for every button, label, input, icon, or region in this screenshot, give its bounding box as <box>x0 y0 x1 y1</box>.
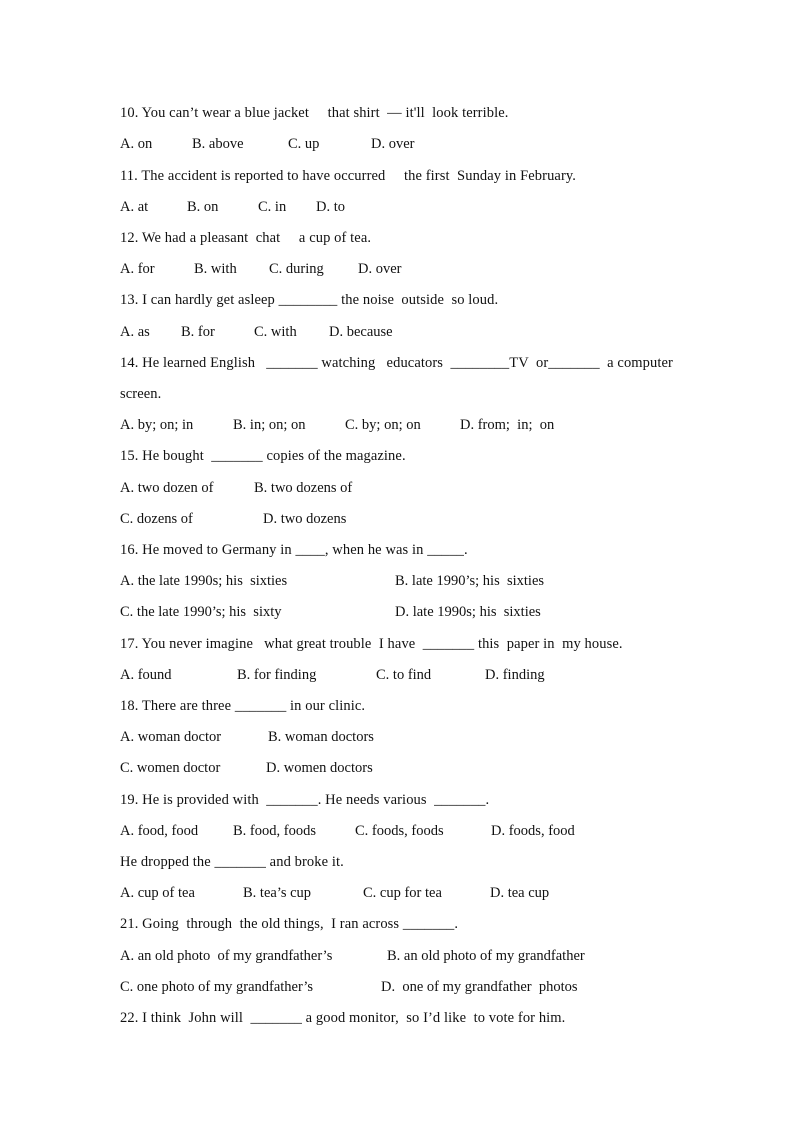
q11-option-d: D. to <box>316 199 345 215</box>
q19-option-d: D. foods, food <box>491 823 575 839</box>
q13-option-c: C. with <box>254 324 297 340</box>
question-22-stem: 22. I think John will _______ a good monitor, so I’d like to vote for him. <box>120 1010 566 1026</box>
q11-option-b: B. on <box>187 199 219 215</box>
question-19-stem: 19. He is provided with _______. He needs various _______. <box>120 792 490 808</box>
q10-option-d: D. over <box>371 136 415 152</box>
question-16-stem: 16. He moved to Germany in ____, when he was in _____. <box>120 542 468 558</box>
question-17-stem: 17. You never imagine what great trouble I have _______ this paper in my house. <box>120 636 623 652</box>
question-20-stem: He dropped the _______ and broke it. <box>120 854 344 870</box>
q20-option-d: D. tea cup <box>490 885 550 901</box>
q21-option-d: D. one of my grandfather photos <box>381 979 578 995</box>
q12-option-a: A. for <box>120 261 155 277</box>
question-18-stem: 18. There are three _______ in our clinic. <box>120 698 366 714</box>
q18-option-c: C. women doctor <box>120 760 221 776</box>
q16-option-b: B. late 1990’s; his sixties <box>395 573 545 589</box>
q14-option-a: A. by; on; in <box>120 417 194 433</box>
q18-option-b: B. woman doctors <box>268 729 374 745</box>
q20-option-c: C. cup for tea <box>363 885 442 901</box>
q17-option-b: B. for finding <box>237 667 317 683</box>
q21-option-a: A. an old photo of my grandfather’s <box>120 948 333 964</box>
question-21-stem: 21. Going through the old things, I ran across _______. <box>120 916 459 932</box>
q17-option-a: A. found <box>120 667 172 683</box>
question-11-stem: 11. The accident is reported to have occurred the first Sunday in February. <box>120 168 577 184</box>
q16-option-d: D. late 1990s; his sixties <box>395 604 541 620</box>
q20-option-b: B. tea’s cup <box>243 885 312 901</box>
q10-option-c: C. up <box>288 136 320 152</box>
q15-option-c: C. dozens of <box>120 511 193 527</box>
q13-option-d: D. because <box>329 324 393 340</box>
q19-option-b: B. food, foods <box>233 823 316 839</box>
q11-option-a: A. at <box>120 199 149 215</box>
q12-option-c: C. during <box>269 261 324 277</box>
question-14-stem-continued: screen. <box>120 386 162 402</box>
q16-option-a: A. the late 1990s; his sixties <box>120 573 288 589</box>
question-14-stem: 14. He learned English _______ watching educators ________TV or_______ a computer <box>120 355 673 371</box>
q16-option-c: C. the late 1990’s; his sixty <box>120 604 282 620</box>
q13-option-a: A. as <box>120 324 150 340</box>
q10-option-b: B. above <box>192 136 244 152</box>
question-10-stem: 10. You can’t wear a blue jacket that shirt — it'll look terrible. <box>120 105 509 121</box>
q15-option-d: D. two dozens <box>263 511 347 527</box>
q18-option-d: D. women doctors <box>266 760 373 776</box>
q19-option-c: C. foods, foods <box>355 823 444 839</box>
question-12-stem: 12. We had a pleasant chat a cup of tea. <box>120 230 372 246</box>
question-15-stem: 15. He bought _______ copies of the magazine. <box>120 448 406 464</box>
q12-option-b: B. with <box>194 261 237 277</box>
q20-option-a: A. cup of tea <box>120 885 195 901</box>
q14-option-d: D. from; in; on <box>460 417 555 433</box>
q14-option-b: B. in; on; on <box>233 417 306 433</box>
q10-option-a: A. on <box>120 136 153 152</box>
q12-option-d: D. over <box>358 261 402 277</box>
q17-option-d: D. finding <box>485 667 545 683</box>
q17-option-c: C. to find <box>376 667 432 683</box>
q15-option-b: B. two dozens of <box>254 480 353 496</box>
q13-option-b: B. for <box>181 324 215 340</box>
q11-option-c: C. in <box>258 199 287 215</box>
q14-option-c: C. by; on; on <box>345 417 421 433</box>
q19-option-a: A. food, food <box>120 823 199 839</box>
q18-option-a: A. woman doctor <box>120 729 222 745</box>
q21-option-b: B. an old photo of my grandfather <box>387 948 585 964</box>
q21-option-c: C. one photo of my grandfather’s <box>120 979 314 995</box>
q15-option-a: A. two dozen of <box>120 480 214 496</box>
question-13-stem: 13. I can hardly get asleep ________ the noise outside so loud. <box>120 292 499 308</box>
